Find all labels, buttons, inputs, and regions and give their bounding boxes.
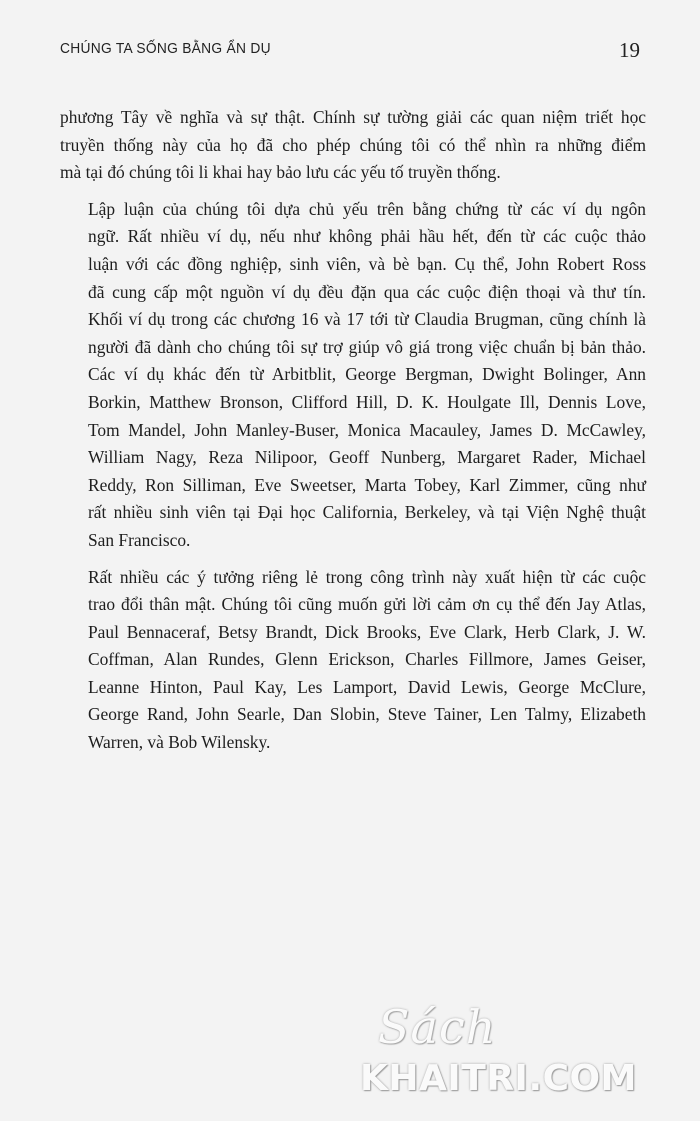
paragraph-1 <box>60 104 646 187</box>
text-line: mà tại đó chúng tôi li khai hay bảo lưu các yếu tố truyền thống. <box>60 162 501 183</box>
text-line: truyền thống này của họ đã cho phép chúng tôi có thể nhìn ra những điểm <box>60 134 646 155</box>
watermark-logo <box>360 1000 690 1110</box>
text-line: George Rand, John Searle, Dan Slobin, Steve Tainer, Len Talmy, Elizabeth <box>88 704 646 725</box>
text-line: đã cung cấp một nguồn ví dụ đều đặn qua các cuộc điện thoại và thư tín. <box>88 281 646 302</box>
text-line: Khối ví dụ trong các chương 16 và 17 tới từ Claudia Brugman, cũng chính là <box>88 309 646 330</box>
text-line: Reddy, Ron Silliman, Eve Sweetser, Marta Tobey, Karl Zimmer, cũng như <box>88 474 646 495</box>
paragraph-2 <box>60 196 646 555</box>
watermark-brand: KHAITRI.COM <box>360 1058 637 1099</box>
text-line: phương Tây về nghĩa và sự thật. Chính sự tường giải các quan niệm triết học <box>60 107 646 127</box>
text-line: trao đổi thân mật. Chúng tôi cũng muốn gửi lời cảm ơn cụ thể đến Jay Atlas, <box>88 594 646 615</box>
paragraph-3 <box>60 564 646 757</box>
page-number: 19 <box>619 38 640 62</box>
body-text <box>60 104 646 757</box>
text-line: San Francisco. <box>88 529 191 550</box>
text-line: Coffman, Alan Rundes, Glenn Erickson, Charles Fillmore, James Geiser, <box>88 649 646 670</box>
text-line: Tom Mandel, John Manley-Buser, Monica Macauley, James D. McCawley, <box>88 419 646 440</box>
text-line: rất nhiều sinh viên tại Đại học California, Berkeley, và tại Viện Nghệ thuật <box>88 502 646 523</box>
text-line: luận với các đồng nghiệp, sinh viên, và bè bạn. Cụ thể, John Robert Ross <box>88 253 646 274</box>
text-line: Paul Bennaceraf, Betsy Brandt, Dick Brooks, Eve Clark, Herb Clark, J. W. <box>88 621 646 642</box>
text-line: ngữ. Rất nhiều ví dụ, nếu như không phải hầu hết, đến từ các cuộc thảo <box>88 226 646 247</box>
running-head: CHÚNG TA SỐNG BẰNG ẨN DỤ <box>60 40 271 57</box>
text-line: Borkin, Matthew Bronson, Clifford Hill, D. K. Houlgate Ill, Dennis Love, <box>88 391 646 412</box>
text-line: Rất nhiều các ý tưởng riêng lẻ trong công trình này xuất hiện từ các cuộc <box>88 566 646 587</box>
text-line: Warren, và Bob Wilensky. <box>88 732 271 753</box>
text-line: Lập luận của chúng tôi dựa chủ yếu trên bằng chứng từ các ví dụ ngôn <box>88 198 646 219</box>
watermark-script: Sách <box>378 1000 497 1054</box>
text-line: người đã dành cho chúng tôi sự trợ giúp vô giá trong việc chuẩn bị bản thảo. <box>88 336 646 357</box>
text-line: William Nagy, Reza Nilipoor, Geoff Nunberg, Margaret Rader, Michael <box>88 447 646 468</box>
text-line: Leanne Hinton, Paul Kay, Les Lamport, David Lewis, George McClure, <box>88 676 646 697</box>
text-line: Các ví dụ khác đến từ Arbitblit, George Bergman, Dwight Bolinger, Ann <box>88 364 646 385</box>
